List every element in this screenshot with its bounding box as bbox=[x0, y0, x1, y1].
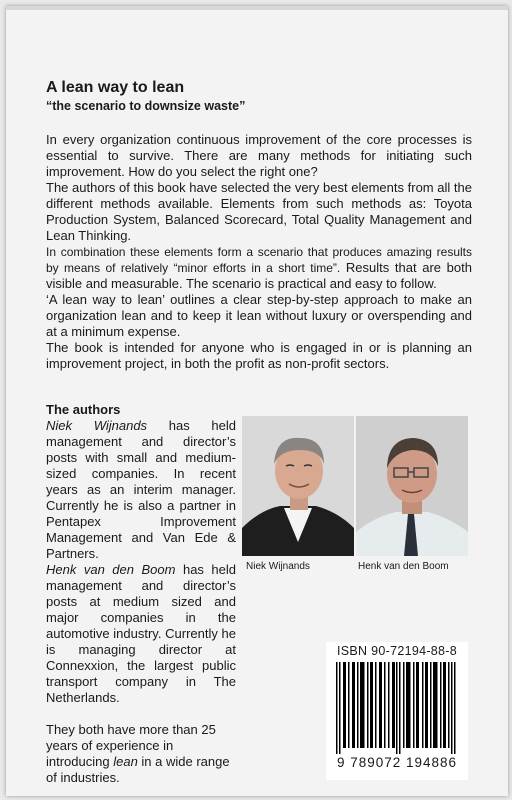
isbn-number: ISBN 90-72194-88-8 bbox=[336, 644, 458, 658]
authors-experience-lean: lean bbox=[113, 754, 138, 769]
photo-henk-van-den-boom bbox=[356, 416, 468, 556]
ean-number: 9 789072 194886 bbox=[336, 755, 458, 770]
back-cover bbox=[6, 6, 508, 796]
intro-paragraph-2: The authors of this book have selected the very best elements from all the different methods available. Elements from such methods as: Toyota Production System, Balanced Scorecard, Total Quality Management and Lean Thinking. bbox=[46, 180, 472, 243]
authors-experience bbox=[46, 722, 236, 786]
intro-paragraph-5: The book is intended for anyone who is engaged in or is planning an improvement project, in both the profit as non-profit sectors. bbox=[46, 340, 472, 371]
author-henk-bio-text: has held management and director’s posts at medium sized and major companies in the automotive industry. Currently he is managing director at Connexxion, the largest public transport company in The Netherlands. bbox=[46, 562, 237, 705]
authors-experience-b: in a wide range of industries. bbox=[46, 754, 230, 785]
cover-top-edge bbox=[6, 6, 508, 10]
intro-paragraph-3-part-a: In combination these elements form a scenario that produces amazing results by means of relatively “minor efforts in a short time”. bbox=[46, 245, 472, 275]
intro-paragraph-3 bbox=[46, 244, 472, 292]
author-henk-name: Henk van den Boom bbox=[46, 562, 176, 577]
intro-paragraph-4: ‘A lean way to lean’ outlines a clear step-by-step approach to make an organization lean and to keep it lean without luxury or overspending and at a minimum expense. bbox=[46, 292, 472, 339]
author-niek-bio-text: has held management and director’s posts with small and medium-sized companies. In recent years as an interim manager. Currently he is also a partner in Pentapex Improvement Management and Van Ede & Partners. bbox=[46, 418, 236, 561]
author-niek-bio bbox=[46, 418, 236, 562]
intro-paragraph-1: In every organization continuous improvement of the core processes is essential to survive. There are many methods for initiating such improvement. How do you select the right one? bbox=[46, 132, 472, 179]
photo-niek-wijnands bbox=[242, 416, 354, 556]
author-henk-bio bbox=[46, 562, 236, 706]
book-title: A lean way to lean bbox=[46, 79, 185, 96]
book-subtitle: “the scenario to downsize waste” bbox=[46, 99, 246, 113]
authors-heading: The authors bbox=[46, 402, 121, 417]
caption-henk: Henk van den Boom bbox=[358, 561, 449, 572]
caption-niek: Niek Wijnands bbox=[246, 561, 310, 572]
author-niek-name: Niek Wijnands bbox=[46, 418, 148, 433]
intro-paragraph-3-part-b: Results that are both visible and measurable. The scenario is practical and easy to follow. bbox=[46, 260, 472, 291]
authors-experience-a: They both have more than 25 years of experience in introducing bbox=[46, 722, 216, 769]
barcode-bars bbox=[330, 662, 464, 754]
intro-text bbox=[46, 132, 472, 372]
barcode bbox=[326, 642, 468, 780]
authors-text bbox=[46, 418, 236, 786]
